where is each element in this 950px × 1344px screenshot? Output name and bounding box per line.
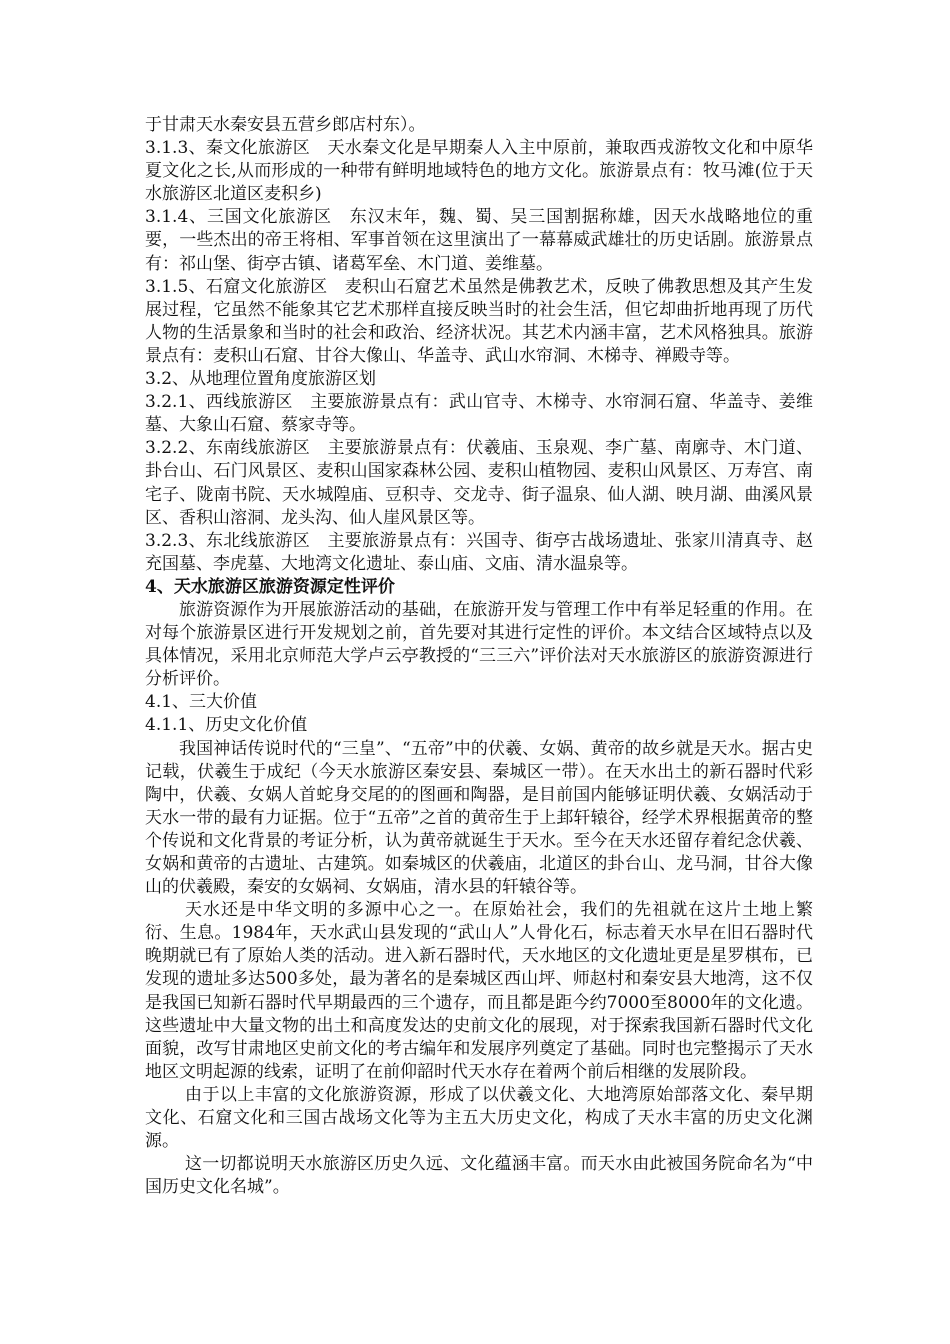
section-3-2-1: 3.2.1、西线旅游区 主要旅游景点有：武山官寺、木梯寺、水帘洞石窟、华盖寺、姜维墓、大象山石窟、蔡家寺等。 — [145, 392, 813, 436]
paragraph-mythology: 我国神话传说时代的“三皇”、“五帝”中的伏羲、女娲、黄帝的故乡就是天水。据古史记载，伏羲生于成纪（今天水旅游区秦安县、秦城区一带）。在天水出土的新石器时代彩陶中，伏羲、女娲人首蛇身交尾的的图画和陶器，是目前国内能够证明伏羲、女娲活动于天水一带的最有力证据。位于“五帝”之首的黄帝生于上邽轩辕谷，经学术界根据黄帝的整个传说和文化背景的考证分析，认为黄帝就诞生于天水。至今在天水还留存着纪念伏羲、女娲和黄帝的古遗址、古建筑。如秦城区的伏羲庙，北道区的卦台山、龙马洞，甘谷大像山的伏羲殿，秦安的女娲祠、女娲庙，清水县的轩辕谷等。 — [145, 738, 813, 898]
section-3-1-5: 3.1.5、石窟文化旅游区 麦积山石窟艺术虽然是佛教艺术，反映了佛教思想及其产生发展过程，它虽然不能象其它艺术那样直接反映当时的社会生活，但它却曲折地再现了历代人物的生活景象和当时的社会和政治、经济状况。其艺术内涵丰富，艺术风格独具。旅游景点有：麦积山石窟、甘谷大像山、华盖寺、武山水帘洞、木梯寺、禅殿寺等。 — [145, 276, 813, 366]
section-4-heading: 4、天水旅游区旅游资源定性评价 — [145, 576, 395, 597]
paragraph-resources: 由于以上丰富的文化旅游资源，形成了以伏羲文化、大地湾原始部落文化、秦早期文化、石窟文化和三国古战场文化等为主五大历史文化，构成了天水丰富的历史文化渊源。 — [145, 1084, 813, 1152]
paragraph-civilization: 天水还是中华文明的多源中心之一。在原始社会，我们的先祖就在这片土地上繁衍、生息。1984年，天水武山县发现的“武山人”人骨化石，标志着天水早在旧石器时代晚期就已有了原始人类的活动。进入新石器时代，天水地区的文化遗址更是星罗棋布，已发现的遗址多达500多处，最为著名的是秦城区西山坪、师赵村和秦安县大地湾，这不仅是我国已知新石器时代早期最西的三个遗存，而且都是距今约7000至8000年的文化遗。这些遗址中大量文物的出土和高度发达的史前文化的展现，对于探索我国新石器时代文化面貌，改写甘肃地区史前文化的考古编年和发展序列奠定了基础。同时也完整揭示了天水地区文明起源的线索，证明了在前仰韶时代天水存在着两个前后相继的发展阶段。 — [145, 900, 813, 1082]
section-4-1-title: 4.1、三大价值 — [145, 692, 258, 713]
section-3-1-4: 3.1.4、三国文化旅游区 东汉末年，魏、蜀、吴三国割据称雄，因天水战略地位的重要，一些杰出的帝王将相、军事首领在这里演出了一幕幕威武雄壮的历史话剧。旅游景点有：祁山堡、街亭古镇、诸葛军垒、木门道、姜维墓。 — [145, 207, 813, 274]
section-4-1-1-title: 4.1.1、历史文化价值 — [145, 715, 308, 736]
section-3-2-2: 3.2.2、东南线旅游区 主要旅游景点有：伏羲庙、玉泉观、李广墓、南廓寺、木门道、卦台山、石门风景区、麦积山国家森林公园、麦积山植物园、麦积山风景区、万寿宫、南宅子、陇南书院、天水城隍庙、豆积寺、交龙寺、街子温泉、仙人湖、映月湖、曲溪风景区、香积山溶洞、龙头沟、仙人崖风景区等。 — [145, 438, 813, 528]
section-4-intro: 旅游资源作为开展旅游活动的基础，在旅游开发与管理工作中有举足轻重的作用。在对每个旅游景区进行开发规划之前，首先要对其进行定性的评价。本文结合区域特点以及具体情况，采用北京师范大学卢云亭教授的“三三六”评价法对天水旅游区的旅游资源进行分析评价。 — [145, 599, 813, 690]
paragraph-conclusion: 这一切都说明天水旅游区历史久远、文化蕴涵丰富。而天水由此被国务院命名为“中国历史文化名城”。 — [145, 1154, 813, 1198]
section-3-1-3: 3.1.3、秦文化旅游区 天水秦文化是早期秦人入主中原前，兼取西戎游牧文化和中原华夏文化之长,从而形成的一种带有鲜明地域特色的地方文化。旅游景点有：牧马滩(位于天水旅游区北道区麦积乡) — [145, 138, 813, 205]
section-3-2-3: 3.2.3、东北线旅游区 主要旅游景点有：兴国寺、街亭古战场遗址、张家川清真寺、赵充国墓、李虎墓、大地湾文化遗址、泰山庙、文庙、清水温泉等。 — [145, 530, 813, 574]
section-3-2-title: 3.2、从地理位置角度旅游区划 — [145, 369, 377, 390]
paragraph-continuation: 于甘肃天水秦安县五营乡郎店村东）。 — [145, 115, 426, 135]
document-body — [145, 114, 813, 1199]
